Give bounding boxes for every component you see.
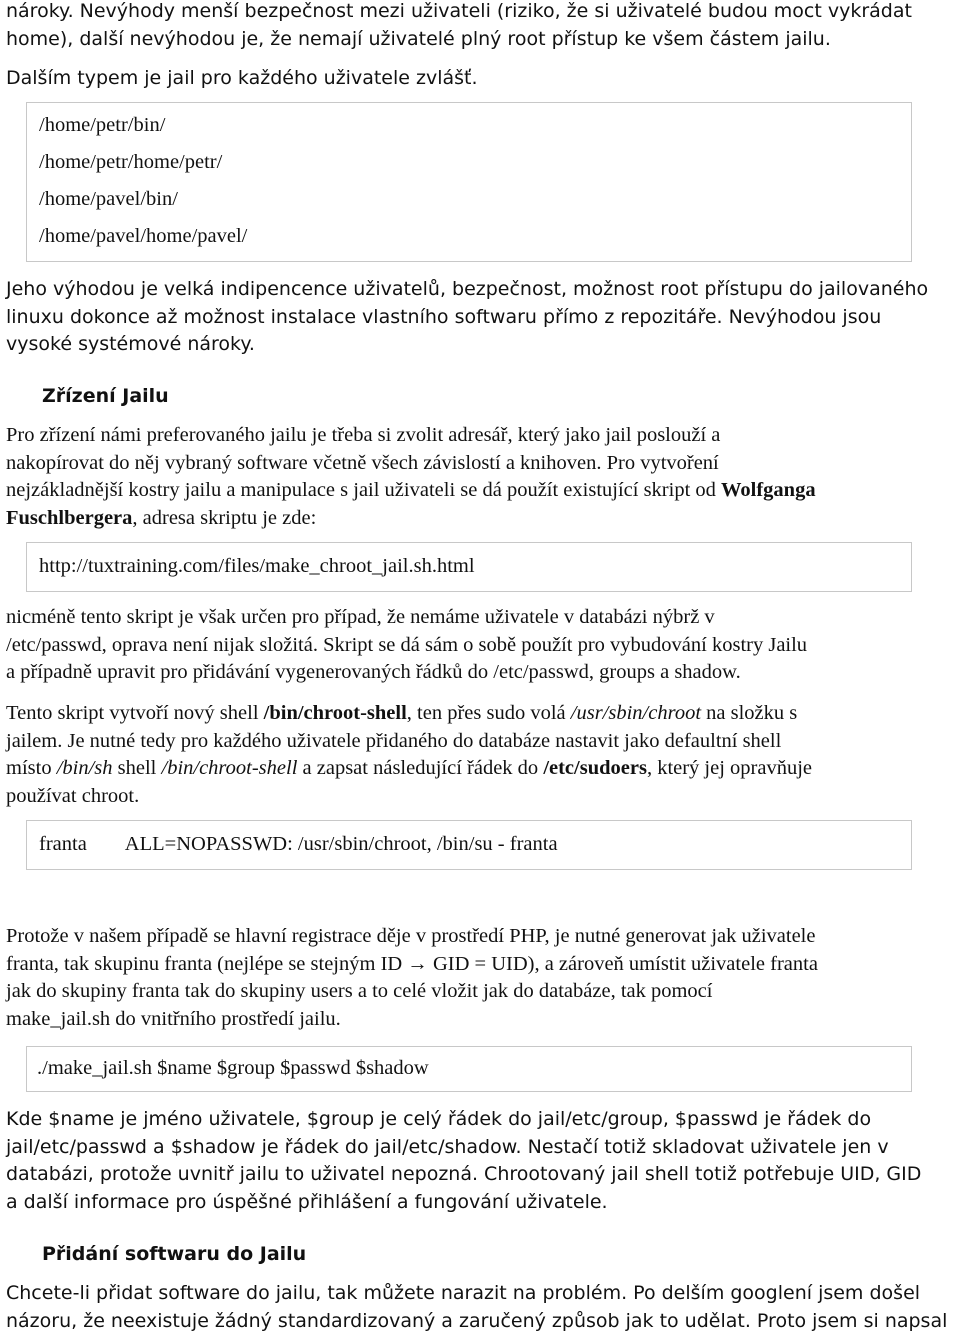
vars-line-4: a další informace pro úspěšné přihlášení a fungování uživatele. [6, 1189, 958, 1217]
php-line-2: franta, tak skupinu franta (nejlépe se stejným ID → GID = UID), a zároveň umístit uživatele franta [6, 951, 960, 979]
chroot-path-italic: /usr/sbin/chroot [571, 702, 701, 724]
section-heading-software: Přidání softwaru do Jailu [6, 1240, 306, 1268]
advantage-paragraph [6, 276, 928, 359]
section-heading-setup: Zřízení Jailu [6, 382, 169, 410]
intro-line-2: home), další nevýhodou je, že nemají uživatelé plný root přístup ke všem částem jailu. [6, 26, 912, 54]
command-code-box [26, 1046, 912, 1092]
script-line-1 [6, 700, 958, 728]
script-paragraph [6, 700, 958, 810]
setup-line-3-text: nejzákladnější kostry jailu a manipulace s jail uživateli se dá použít existující skript od [6, 479, 721, 501]
intro-paragraph [6, 0, 912, 93]
vars-line-3: databázi, protože uvnitř jailu to uživatel nepozná. Chrootovaný jail shell totiž potřebuje UID, GID [6, 1161, 958, 1189]
path-line: /home/petr/home/petr/ [39, 152, 911, 172]
script-line-2: jailem. Je nutné tedy pro každého uživatele přidaného do databáze nastavit jako defaultní shell [6, 728, 958, 756]
script-text: shell [113, 757, 162, 779]
however-paragraph [6, 604, 807, 687]
sudoers-user: franta [39, 833, 87, 855]
however-line-2: /etc/passwd, oprava není nijak složitá. Skript se dá sám o sobě použít pro vybudování kostry Jailu [6, 632, 807, 660]
author-last-name: Fuschlbergera [6, 507, 132, 529]
author-first-name: Wolfganga [721, 479, 816, 501]
bin-sh-italic: /bin/sh [57, 757, 113, 779]
path-line: /home/petr/bin/ [39, 115, 911, 135]
php-line-4: make_jail.sh do vnitřního prostředí jailu. [6, 1006, 960, 1034]
script-line-3 [6, 755, 958, 783]
php-line-1: Protože v našem případě se hlavní registrace děje v prostředí PHP, je nutné generovat jak uživatele [6, 923, 960, 951]
make-jail-command: ./make_jail.sh $name $group $passwd $shadow [37, 1058, 911, 1078]
vars-line-1: Kde $name je jméno uživatele, $group je celý řádek do jail/etc/group, $passwd je řádek do [6, 1106, 958, 1134]
setup-line-2: nakopírovat do něj vybraný software včetně všech závislostí a knihoven. Pro vytvoření [6, 450, 958, 478]
setup-line-4-text: , adresa skriptu je zde: [132, 507, 316, 529]
intro-line-1: nároky. Nevýhody menší bezpečnost mezi uživateli (riziko, že si uživatelé budou moct vykrádat [6, 0, 912, 26]
script-text: místo [6, 757, 57, 779]
chroot-shell-bold: /bin/chroot-shell [264, 702, 407, 724]
script-text: Tento skript vytvoří nový shell [6, 702, 264, 724]
setup-paragraph [6, 422, 958, 532]
chroot-shell-italic: /bin/chroot-shell [162, 757, 298, 779]
intro-line-3: Dalším typem je jail pro každého uživatele zvlášť. [6, 65, 912, 93]
advantage-line-2: linuxu dokonce až možnost instalace vlastního softwaru přímo z repozitáře. Nevýhodou jsou [6, 304, 928, 332]
php-paragraph [6, 923, 960, 1033]
advantage-line-3: vysoké systémové nároky. [6, 331, 928, 359]
script-text: na složku s [701, 702, 797, 724]
setup-line-1: Pro zřízení námi preferovaného jailu je třeba si zvolit adresář, který jako jail poslouží a [6, 422, 958, 450]
however-line-3: a případně upravit pro přidávání vygenerovaných řádků do /etc/passwd, groups a shadow. [6, 659, 807, 687]
software-line-2: názoru, že neexistuje žádný standardizovaný a zaručený způsob jak to udělat. Proto jsem si napsal [6, 1308, 958, 1335]
script-text: , ten přes sudo volá [407, 702, 571, 724]
script-url[interactable]: http://tuxtraining.com/files/make_chroot_jail.sh.html [39, 556, 911, 576]
script-line-4: používat chroot. [6, 783, 958, 811]
path-line: /home/pavel/home/pavel/ [39, 226, 911, 246]
sudoers-line [39, 834, 911, 854]
url-code-box [26, 542, 912, 592]
sudoers-bold: /etc/sudoers [543, 757, 647, 779]
paths-code-box [26, 102, 912, 262]
php-line-3: jak do skupiny franta tak do skupiny users a to celé vložit jak do databáze, tak pomocí [6, 978, 960, 1006]
vars-line-2: jail/etc/passwd a $shadow je řádek do jail/etc/shadow. Nestačí totiž skladovat uživatele jen v [6, 1134, 958, 1162]
however-line-1: nicméně tento skript je však určen pro případ, že nemáme uživatele v databázi nýbrž v [6, 604, 807, 632]
sudoers-code-box [26, 820, 912, 870]
script-text: , který jej opravňuje [647, 757, 812, 779]
setup-line-4 [6, 505, 958, 533]
script-text: a zapsat následující řádek do [297, 757, 543, 779]
vars-paragraph [6, 1106, 958, 1216]
software-line-1: Chcete-li přidat software do jailu, tak můžete narazit na problém. Po delším googlení jsem došel [6, 1280, 958, 1308]
advantage-line-1: Jeho výhodou je velká indipencence uživatelů, bezpečnost, možnost root přístupu do jailovaného [6, 276, 928, 304]
software-paragraph [6, 1280, 958, 1335]
setup-line-3 [6, 477, 958, 505]
path-line: /home/pavel/bin/ [39, 189, 911, 209]
sudoers-rule: ALL=NOPASSWD: /usr/sbin/chroot, /bin/su - franta [125, 833, 558, 855]
